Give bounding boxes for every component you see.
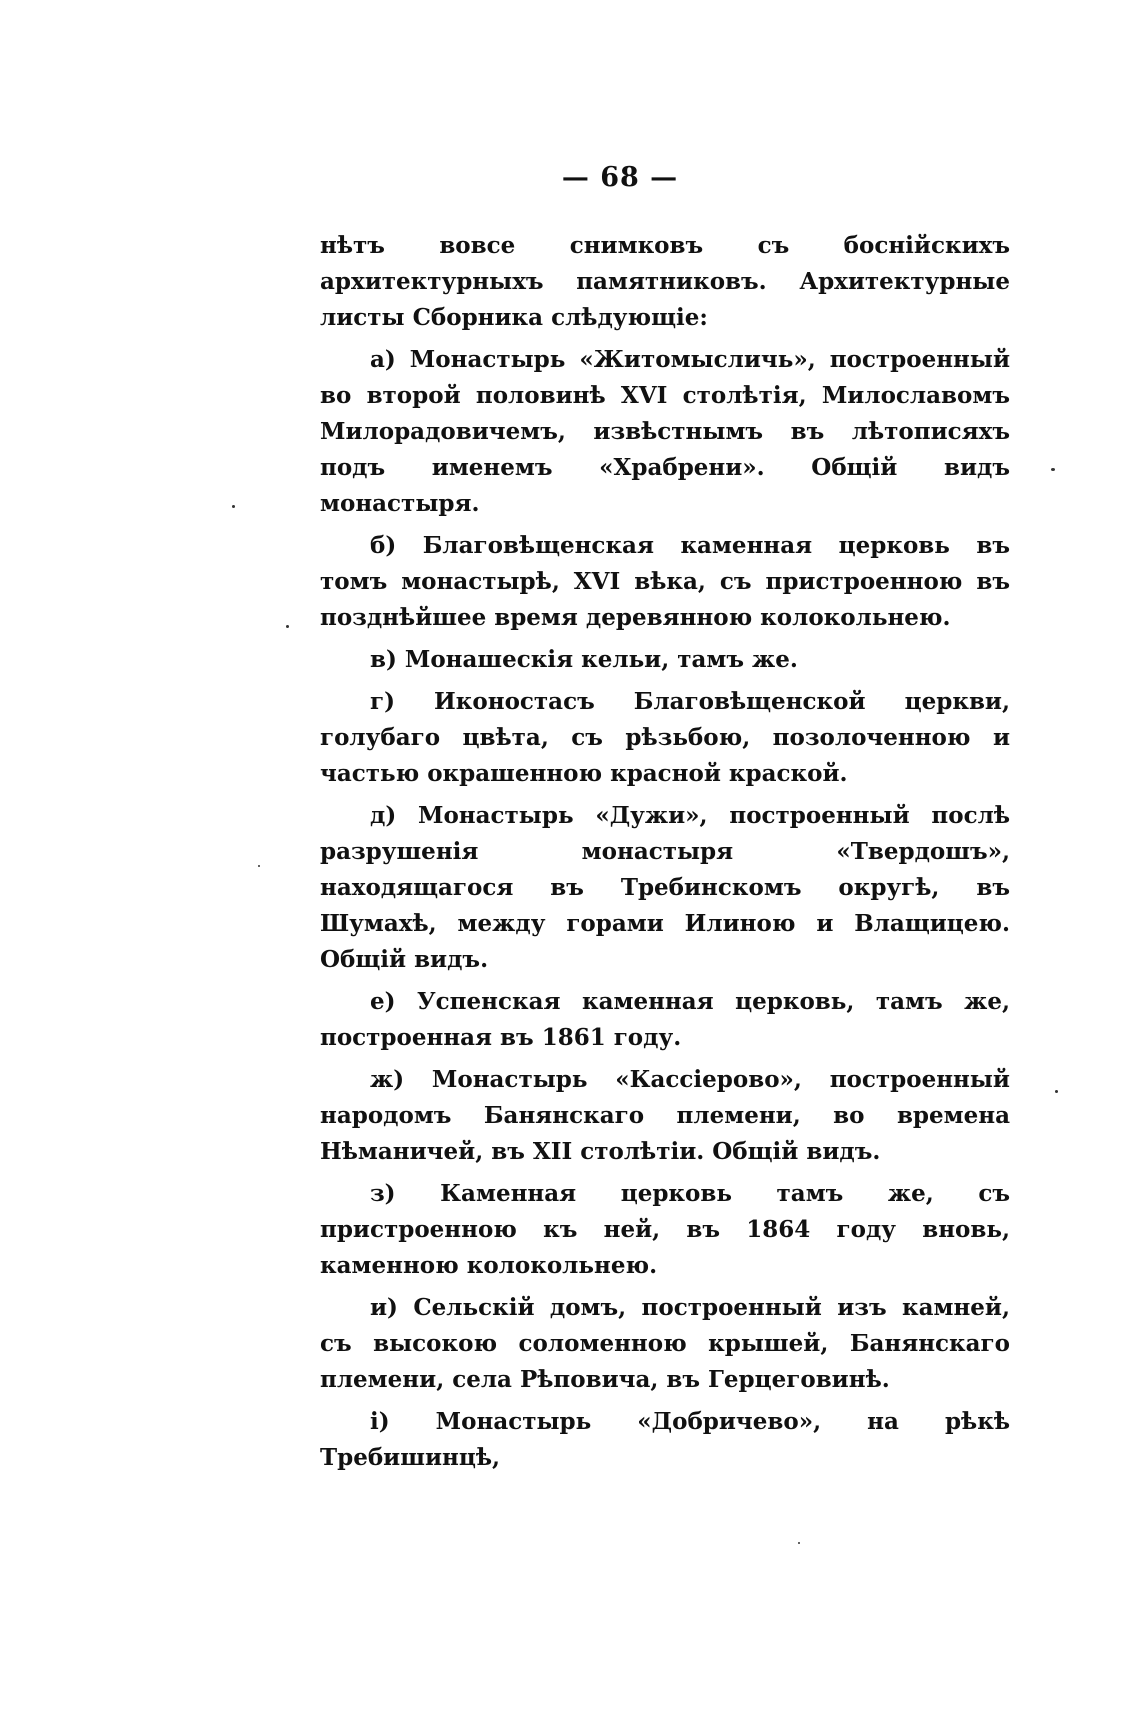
- paragraph-item-a: а) Монастырь «Житомысличь», построенный во второй половинѣ XVI столѣтія, Милославомъ Милорадовичемъ, извѣстнымъ въ лѣтописяхъ подъ именемъ «Храбрени». Общій видъ монастыря.: [320, 346, 1010, 517]
- scan-speck: [1055, 1090, 1058, 1093]
- scan-speck: [798, 1542, 800, 1544]
- paragraph-item-g: г) Иконостасъ Благовѣщенской церкви, голубаго цвѣта, съ рѣзьбою, позолоченною и частью окрашенною красной краской.: [320, 688, 1010, 787]
- paragraph-item-i: и) Сельскій домъ, построенный изъ камней, съ высокою соломенною крышей, Банянскаго племени, села Рѣповича, въ Герцеговинѣ.: [320, 1294, 1010, 1393]
- scan-speck: [1051, 468, 1055, 471]
- paragraph-item-zh: ж) Монастырь «Кассіерово», построенный народомъ Банянскаго племени, во времена Нѣманичей, въ XII столѣтіи. Общій видъ.: [320, 1066, 1010, 1165]
- scan-speck: [258, 865, 260, 867]
- paragraph-item-i-decimal: і) Монастырь «Добричево», на рѣкѣ Требишинцѣ,: [320, 1408, 1010, 1471]
- paragraph-item-b: б) Благовѣщенская каменная церковь въ томъ монастырѣ, XVI вѣка, съ пристроенною въ позднѣйшее время деревянною колокольнею.: [320, 532, 1010, 631]
- paragraph-item-e: е) Успенская каменная церковь, тамъ же, построенная въ 1861 году.: [320, 988, 1010, 1051]
- page-number: — 68 —: [561, 162, 679, 193]
- scan-speck: [232, 505, 235, 508]
- page-body: [320, 228, 1010, 1482]
- paragraph-item-z: з) Каменная церковь тамъ же, съ пристроенною къ ней, въ 1864 году вновь, каменною колокольнею.: [320, 1180, 1010, 1279]
- paragraph-item-v: в) Монашескія кельи, тамъ же.: [370, 646, 798, 673]
- paragraph-item-d: д) Монастырь «Дужи», построенный послѣ разрушенія монастыря «Твердошъ», находящагося въ Требинскомъ округѣ, въ Шумахѣ, между горами Илиною и Влащицею. Общій видъ.: [320, 802, 1010, 973]
- paragraph-intro: нѣтъ вовсе снимковъ съ боснійскихъ архитектурныхъ памятниковъ. Архитектурные листы Сборника слѣдующіе:: [320, 232, 1010, 331]
- scan-speck: [286, 625, 289, 628]
